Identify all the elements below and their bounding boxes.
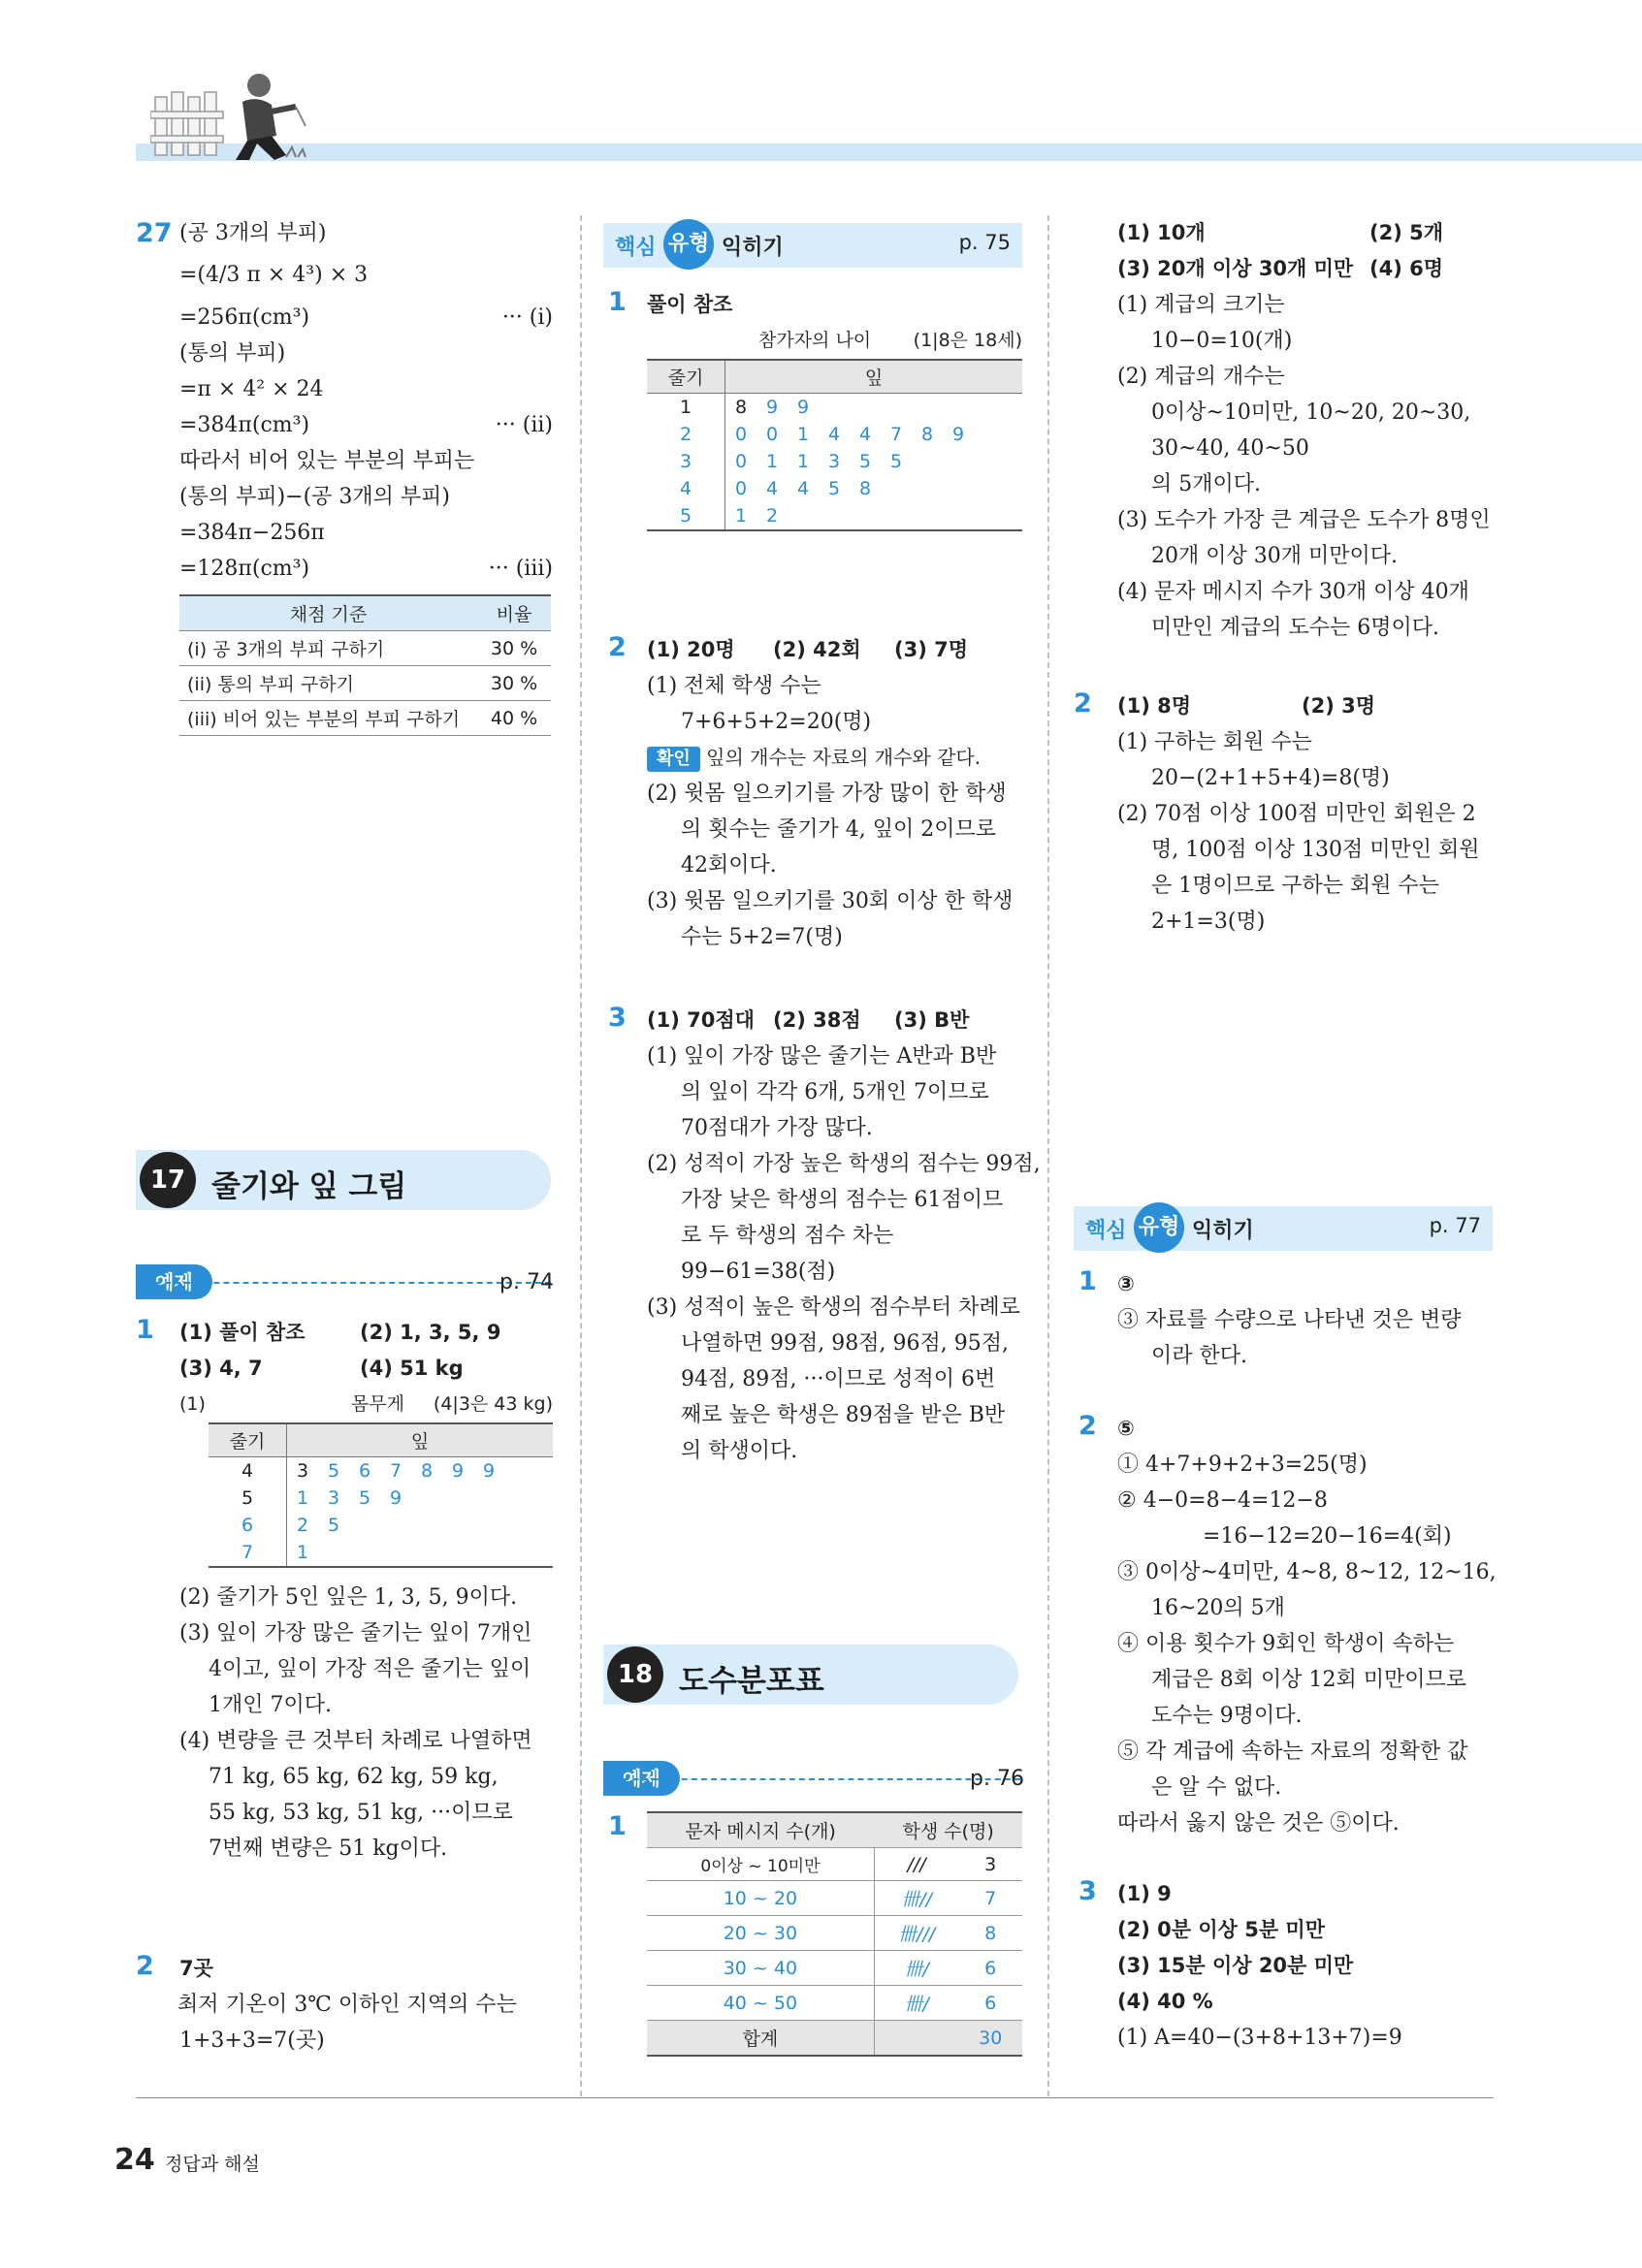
type-badge: 유형: [1134, 1202, 1184, 1253]
page-reference: p. 74: [499, 1270, 554, 1294]
table-row: 5 1 3 5 9: [209, 1485, 553, 1512]
problem-2: [603, 632, 1022, 955]
text-line: 가장 낮은 학생의 점수는 61점이므: [681, 1188, 1004, 1212]
type-problem-1: [1074, 1266, 1493, 1374]
example-tag: 예제: [136, 1264, 212, 1299]
table-caption: (1) 몸무게 (4|3은 43 kg): [179, 1393, 553, 1415]
text-line: (2) 줄기가 5인 잎은 1, 3, 5, 9이다.: [179, 1585, 518, 1610]
text-line: 55 kg, 53 kg, 51 kg, ···이므로: [209, 1801, 513, 1825]
stem-leaf-table: 줄기 잎 4 3 5 6 7 8 9 9 5 1 3 5 9 6 2 5 7 1: [209, 1422, 553, 1568]
text-line: 째로 높은 학생은 89점을 받은 B반: [681, 1403, 1006, 1427]
text-line: 71 kg, 65 kg, 62 kg, 59 kg,: [209, 1765, 499, 1789]
text-line: 0이상~10미만, 10~20, 20~30,: [1151, 400, 1471, 425]
text-line: 70점대가 가장 많다.: [681, 1116, 873, 1140]
text-line: (1) 잎이 가장 많은 줄기는 A반과 B반: [647, 1044, 997, 1069]
answer-line: (3) 4, 7 (4) 51 kg: [179, 1357, 464, 1380]
header-band: [136, 144, 1642, 161]
type-practice-header: 핵심 유형 익히기 p. 75: [603, 223, 1022, 268]
frequency-problem-1: [603, 1811, 1022, 2057]
table-row: (iii) 비어 있는 부분의 부피 구하기 40 %: [179, 701, 551, 736]
text-line: (1) 구하는 회원 수는: [1117, 730, 1312, 754]
stem-leaf-table: 줄기 잎 1 8 9 9 2 0 0 1 4 4 7 8 9 3 0 1 1 3 5 5 4 0 4 4 5 8 5 1 2: [647, 359, 1022, 531]
text-line: =256π(cm³) ··· (i): [179, 300, 553, 335]
type-problem-2: [1074, 1411, 1497, 1841]
text-line: 따라서 옳지 않은 것은 ⑤이다.: [1117, 1811, 1400, 1836]
section-title: 도수분포표: [679, 1664, 824, 1699]
text-line: (1) 계급의 크기는: [1117, 293, 1285, 317]
text-line: 계급은 8회 이상 12회 미만이므로: [1151, 1668, 1466, 1692]
problem-3: [603, 1003, 1041, 1469]
text-line: (2) 윗몸 일으키기를 가장 많이 한 학생: [647, 782, 1007, 806]
problem-number: 2: [1079, 1411, 1097, 1441]
text-line: (2) 70점 이상 100점 미만인 회원은 2: [1117, 802, 1476, 826]
answer-line: (1) 9: [1117, 1882, 1172, 1905]
text-line: =16−12=20−16=4(회): [1203, 1524, 1452, 1549]
answer-line: 7곳: [179, 1957, 213, 1980]
problem-27: [136, 215, 553, 736]
text-line: 2+1=3(명): [1151, 910, 1266, 934]
text-line: ① 4+7+9+2+3=25(명): [1117, 1453, 1368, 1477]
problem-number: 3: [1079, 1876, 1097, 1906]
confirm-note: 확인 잎의 개수는 자료의 개수와 같다.: [647, 740, 1022, 776]
answer-line: (1) 20명 (2) 42회 (3) 7명: [647, 638, 969, 661]
answer-line: ⑤: [1117, 1417, 1135, 1440]
table-row: 30 ~ 40 卌/ 6: [647, 1951, 1022, 1986]
answer-line: (1) 풀이 참조 (2) 1, 3, 5, 9: [179, 1321, 501, 1344]
problem-number: 2: [136, 1951, 154, 1981]
text-line: 도수는 9명이다.: [1151, 1704, 1303, 1728]
text-line: 수는 5+2=7(명): [681, 925, 843, 949]
problem-2: [1074, 688, 1493, 940]
gardener-illustration: [150, 58, 315, 165]
problem-number: 3: [608, 1003, 627, 1033]
table-row: 0이상 ~ 10미만 /// 3: [647, 1848, 1022, 1881]
table-row: 10 ~ 20 卌// 7: [647, 1881, 1022, 1916]
text-line: (4) 변량을 큰 것부터 차례로 나열하면: [179, 1729, 532, 1753]
text-line: (통의 부피)−(공 3개의 부피): [179, 485, 451, 509]
section-title: 줄기와 잎 그림: [211, 1169, 407, 1204]
page-number: 24: [114, 2143, 155, 2177]
text-line: ⑤ 각 계급에 속하는 자료의 정확한 값: [1117, 1740, 1468, 1764]
text-line: 99−61=38(점): [681, 1260, 836, 1284]
table-row: 합계 30: [647, 2021, 1022, 2057]
table-header: 채점 기준: [179, 595, 477, 631]
table-row: 5 1 2: [647, 502, 1022, 530]
text-line: 의 학생이다.: [681, 1439, 798, 1463]
page-reference: p. 76: [970, 1767, 1024, 1791]
problem-number: 1: [1079, 1266, 1097, 1296]
table-row: 7 1: [209, 1539, 553, 1567]
text-line: 1+3+3=7(곳): [179, 2028, 325, 2053]
page-label: 정답과 해설: [165, 2154, 260, 2175]
table-row: (i) 공 3개의 부피 구하기 30 %: [179, 631, 551, 666]
table-row: 3 0 1 1 3 5 5: [647, 448, 1022, 475]
frequency-table: 문자 메시지 수(개) 학생 수(명) 0이상 ~ 10미만 /// 3 10 ~ 20 卌// 7 20 ~ 30 卌/// 8 30 ~ 40 卌/ 6 40 ~ 50 卌/ 6 합계 30: [647, 1811, 1022, 2057]
column-divider: [580, 215, 582, 2096]
table-header: 비율: [477, 595, 551, 631]
text-line: 의 5개이다.: [1151, 472, 1261, 496]
text-line: 최저 기온이 3℃ 이하인 지역의 수는: [177, 1993, 517, 2017]
answer-line: (1) 70점대 (2) 38점 (3) B반: [647, 1008, 970, 1032]
text-line: 7번째 변량은 51 kg이다.: [209, 1837, 448, 1861]
text-line: (3) 윗몸 일으키기를 30회 이상 한 학생: [647, 889, 1014, 913]
step-mark: ··· (i): [501, 305, 553, 330]
table-row: 4 3 5 6 7 8 9 9: [209, 1457, 553, 1485]
answer-line: (3) 15분 이상 20분 미만: [1117, 1954, 1354, 1977]
table-caption: 참가자의 나이 (1|8은 18세): [758, 330, 1022, 351]
page-reference: p. 77: [1429, 1214, 1481, 1237]
table-row: 1 8 9 9: [647, 394, 1022, 422]
text-line: (2) 성적이 가장 높은 학생의 점수는 99점,: [647, 1152, 1041, 1176]
text-line: (3) 잎이 가장 많은 줄기는 잎이 7개인: [179, 1621, 532, 1645]
text-line: =384π−256π: [179, 521, 325, 545]
text-line: =(4/3 π × 4³) × 3: [179, 263, 369, 287]
problem-number: 27: [136, 218, 173, 248]
text-line: ② 4−0=8−4=12−8: [1117, 1488, 1328, 1513]
text-line: 94점, 89점, ···이므로 성적이 6번: [681, 1367, 996, 1391]
answer-line: (4) 40 %: [1117, 1990, 1213, 2013]
text-line: (3) 도수가 가장 큰 계급은 도수가 8명인: [1117, 508, 1491, 532]
text-line: ③ 자료를 수량으로 나타낸 것은 변량: [1117, 1308, 1462, 1332]
example-rule: [136, 1282, 551, 1284]
text-line: 10−0=10(개): [1151, 329, 1293, 353]
text-line: 미만인 계급의 도수는 6명이다.: [1151, 616, 1439, 640]
text-line: 의 잎이 각각 6개, 5개인 7이므로: [681, 1080, 989, 1104]
table-row: 4 0 4 4 5 8: [647, 475, 1022, 502]
text-line: (4) 문자 메시지 수가 30개 이상 40개: [1117, 580, 1469, 604]
answer-line: 풀이 참조: [647, 293, 733, 316]
text-line: (1) A=40−(3+8+13+7)=9: [1117, 2026, 1402, 2050]
confirm-tag: 확인: [647, 747, 700, 772]
text-line: 20개 이상 30개 미만이다.: [1151, 544, 1398, 568]
problem-number: 2: [1074, 688, 1092, 719]
table-row: 20 ~ 30 卌/// 8: [647, 1916, 1022, 1951]
text-line: (2) 계급의 개수는: [1117, 365, 1285, 389]
text-line: 의 횟수는 줄기가 4, 잎이 2이므로: [681, 817, 996, 842]
text-line: 따라서 비어 있는 부분의 부피는: [179, 449, 475, 473]
text-line: (3) 성적이 높은 학생의 점수부터 차례로: [647, 1295, 1020, 1320]
text-line: 42회이다.: [681, 853, 777, 878]
problem-number: 2: [608, 632, 627, 662]
type-problem-3: [1074, 1876, 1493, 2056]
example-tag: 예제: [603, 1761, 680, 1796]
step-mark: ··· (iii): [488, 557, 553, 581]
problem-number: 1: [608, 287, 627, 317]
answer-line: (2) 0분 이상 5분 미만: [1117, 1918, 1325, 1941]
text-line: 16~20의 5개: [1151, 1596, 1285, 1620]
text-line: 나열하면 99점, 98점, 96점, 95점,: [681, 1331, 1009, 1356]
text-line: (통의 부피): [179, 341, 286, 366]
footer-rule: [136, 2097, 1494, 2098]
table-row: 6 2 5: [209, 1512, 553, 1539]
text-line: 명, 100점 이상 130점 미만인 회원: [1151, 838, 1480, 862]
answer-line: ③: [1117, 1272, 1135, 1295]
problem-number: 1: [136, 1315, 154, 1345]
text-line: (공 3개의 부피): [179, 221, 327, 245]
text-line: =π × 4² × 24: [179, 377, 324, 401]
text-line: 7+6+5+2=20(명): [681, 710, 872, 734]
text-line: 로 두 학생의 점수 차는: [681, 1224, 894, 1248]
text-line: ③ 0이상~4미만, 4~8, 8~12, 12~16,: [1117, 1560, 1497, 1584]
text-line: 이라 한다.: [1151, 1344, 1247, 1368]
example-problem-2: [136, 1951, 553, 2059]
text-line: 은 1명이므로 구하는 회원 수는: [1151, 874, 1439, 898]
grading-table: [179, 594, 551, 736]
text-line: =384π(cm³) ··· (ii): [179, 407, 553, 443]
section-badge: 18강: [607, 1646, 663, 1703]
answer-line: (3) 20개 이상 30개 미만 (4) 6명: [1117, 257, 1444, 280]
type-practice-header: 핵심 유형 익히기 p. 77: [1074, 1206, 1493, 1251]
text-line: ④ 이용 횟수가 9회인 학생이 속하는: [1117, 1632, 1455, 1656]
example-rule: [603, 1778, 1020, 1780]
column-divider: [1047, 215, 1049, 2096]
problem-number: 1: [608, 1811, 627, 1841]
text-line: (1) 전체 학생 수는: [647, 674, 821, 698]
page-reference: p. 75: [958, 231, 1011, 254]
text-line: 1개인 7이다.: [209, 1693, 332, 1717]
table-row: 40 ~ 50 卌/ 6: [647, 1986, 1022, 2021]
problem-1: [603, 287, 1022, 531]
answer-line: (1) 10개 (2) 5개: [1117, 221, 1444, 244]
answer-line: (1) 8명 (2) 3명: [1117, 694, 1376, 718]
example-problem-1: [136, 1315, 553, 1867]
table-row: (ii) 통의 부피 구하기 30 %: [179, 666, 551, 701]
text-line: 4이고, 잎이 가장 적은 줄기는 잎이: [209, 1657, 531, 1681]
text-line: 은 알 수 없다.: [1151, 1775, 1282, 1800]
frequency-solution: [1074, 215, 1493, 646]
table-row: 2 0 0 1 4 4 7 8 9: [647, 421, 1022, 448]
section-badge: 17강: [140, 1152, 196, 1208]
text-line: =128π(cm³) ··· (iii): [179, 551, 553, 587]
text-line: 20−(2+1+5+4)=8(명): [1151, 766, 1390, 790]
text-line: 30~40, 40~50: [1151, 436, 1309, 461]
type-badge: 유형: [663, 219, 714, 270]
step-mark: ··· (ii): [495, 413, 553, 437]
